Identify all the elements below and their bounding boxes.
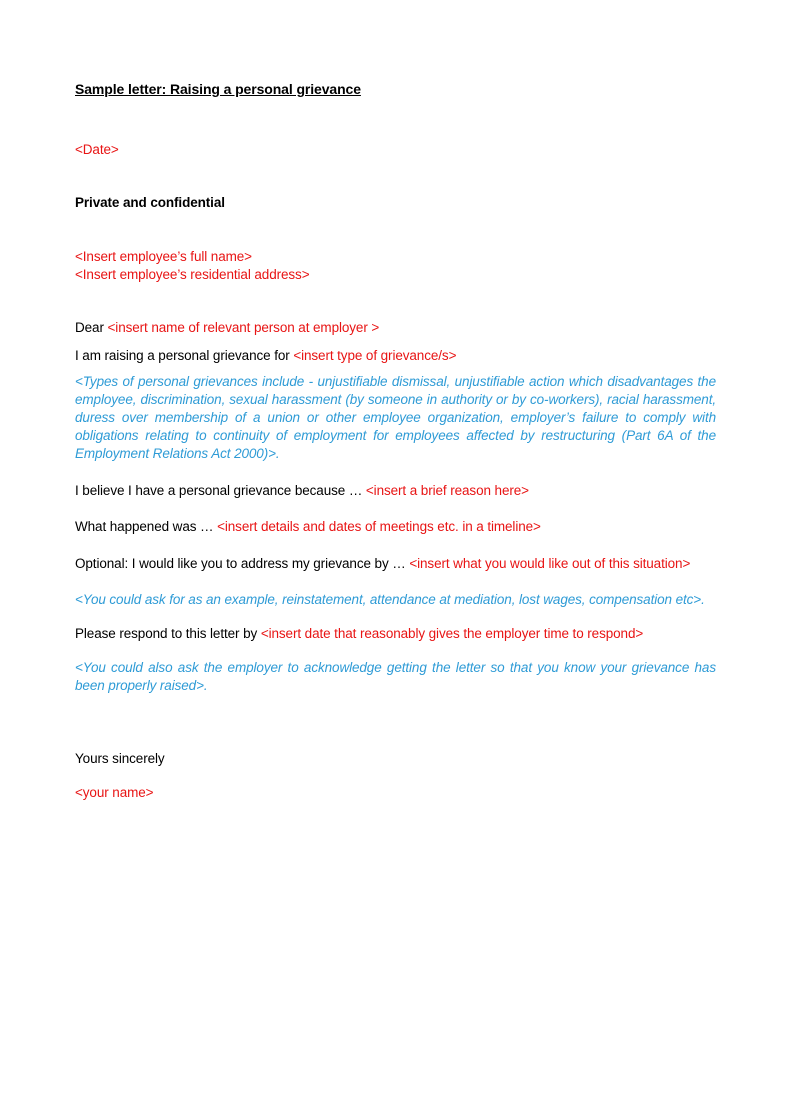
grievance-type-placeholder: <insert type of grievance/s>: [293, 348, 457, 363]
respond-by-line: [75, 625, 716, 643]
closing-line: Yours sincerely: [75, 751, 165, 766]
employee-address-placeholder: <Insert employee’s residential address>: [75, 267, 310, 282]
respond-by-placeholder: <insert date that reasonably gives the employer time to respond>: [260, 626, 644, 641]
reason-statement-line: [75, 482, 716, 500]
grievance-types-note: <Types of personal grievances include - unjustifiable dismissal, unjustifiable action which disadvantages the employee, discrimination, sexual harassment (by someone in authority or by co-workers), racial harassment, duress over membership of a union or other employee organization, employer’s failure to comply with obligations relating to continuity of employment for employees affected by restructuring (Part 6A of the Employment Relations Act 2000)>.: [75, 374, 716, 461]
salutation-placeholder: <insert name of relevant person at employer >: [107, 320, 380, 335]
optional-request-line: [75, 555, 716, 573]
signature-placeholder: <your name>: [75, 785, 154, 800]
date-placeholder: <Date>: [75, 142, 119, 157]
reason-statement-prefix: I believe I have a personal grievance because …: [75, 483, 366, 498]
remedies-note: <You could ask for as an example, reinstatement, attendance at mediation, lost wages, compensation etc>.: [75, 592, 705, 607]
employee-name-placeholder: <Insert employee’s full name>: [75, 249, 252, 264]
optional-request-placeholder: <insert what you would like out of this situation>: [409, 556, 691, 571]
optional-request-prefix: Optional: I would like you to address my grievance by …: [75, 556, 410, 571]
what-happened-prefix: What happened was …: [75, 519, 218, 534]
reason-placeholder: <insert a brief reason here>: [365, 483, 529, 498]
salutation-line: [75, 319, 716, 337]
acknowledge-note: <You could also ask the employer to acknowledge getting the letter so that you know your grievance has been properly raised>.: [75, 660, 716, 693]
salutation-prefix: Dear: [75, 320, 108, 335]
grievance-statement-prefix: I am raising a personal grievance for: [75, 348, 294, 363]
letter-title: Sample letter: Raising a personal grievance: [75, 81, 361, 97]
what-happened-line: [75, 518, 716, 536]
respond-by-prefix: Please respond to this letter by: [75, 626, 261, 641]
what-happened-placeholder: <insert details and dates of meetings etc. in a timeline>: [217, 519, 541, 534]
private-confidential-label: Private and confidential: [75, 195, 225, 210]
grievance-statement-line: [75, 347, 716, 365]
